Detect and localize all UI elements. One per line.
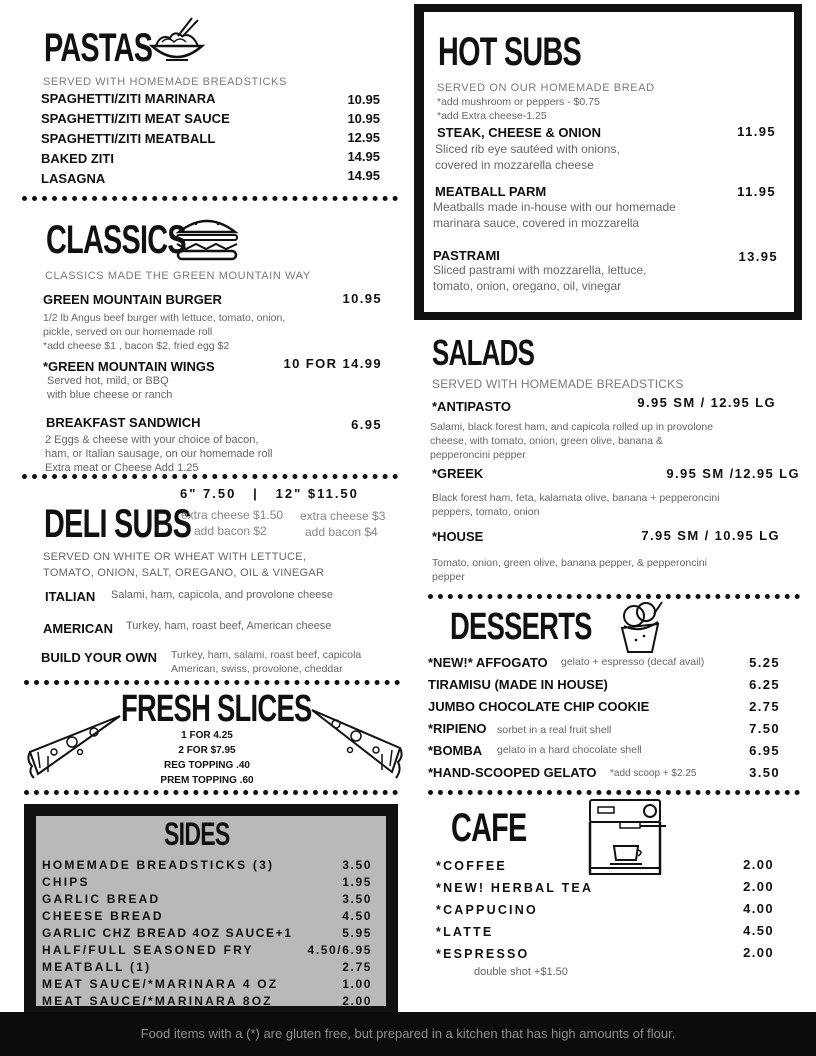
- cafe-item-price: 4.50: [743, 923, 774, 938]
- hot-subs-note: *add mushroom or peppers - $0.75: [437, 96, 600, 108]
- side-item-price: 3.50: [342, 892, 372, 906]
- hot-sub-name: MEATBALL PARM: [435, 184, 547, 199]
- salad-name: *ANTIPASTO: [432, 399, 511, 414]
- side-item-price: 2.00: [342, 994, 372, 1008]
- cafe-title: CAFE: [451, 806, 527, 850]
- pasta-item-price: 14.95: [347, 149, 380, 164]
- espresso-machine-icon: [586, 798, 670, 878]
- deli-item-name: AMERICAN: [43, 621, 114, 636]
- wings-price: 10 FOR 14.99: [283, 356, 382, 371]
- sides-inner: [36, 816, 386, 1006]
- pasta-item-price: 12.95: [347, 130, 380, 145]
- hot-sub-name: PASTRAMI: [433, 248, 500, 263]
- hot-sub-desc: covered in mozzarella cheese: [435, 158, 594, 172]
- burger-icon: [174, 214, 240, 262]
- dotted-divider: [428, 594, 800, 599]
- dessert-price: 5.25: [749, 655, 780, 670]
- deli-item-name: BUILD YOUR OWN: [41, 650, 158, 665]
- side-item-name: MEATBALL (1): [42, 960, 152, 974]
- hot-sub-desc: Sliced rib eye sautéed with onions,: [435, 142, 620, 156]
- cafe-item-price: 2.00: [743, 879, 774, 894]
- deli-extra-cheese-6: extra cheese $1.50: [181, 508, 284, 522]
- classics-subtitle: CLASSICS MADE THE GREEN MOUNTAIN WAY: [45, 270, 311, 282]
- pasta-item-name: SPAGHETTI/ZITI MEAT SAUCE: [41, 111, 230, 126]
- dessert-name: *BOMBA: [428, 743, 483, 758]
- deli-subtitle: TOMATO, ONION, SALT, OREGANO, OIL & VINEGAR: [43, 567, 325, 579]
- burger-desc: *add cheese $1 , bacon $2, fried egg $2: [43, 340, 230, 352]
- sides-title: SIDES: [164, 816, 230, 852]
- hot-subs-title: HOT SUBS: [438, 30, 582, 74]
- hot-sub-price: 13.95: [738, 249, 778, 264]
- slice-price-line: PREM TOPPING .60: [160, 775, 254, 786]
- hot-subs-subtitle: SERVED ON OUR HOMEMADE BREAD: [437, 82, 655, 94]
- slice-price-line: 2 FOR $7.95: [178, 745, 236, 756]
- side-item: [42, 943, 372, 957]
- pasta-item-price: 10.95: [347, 111, 380, 126]
- deli-item-desc: Turkey, ham, salami, roast beef, capicola: [171, 649, 362, 661]
- pasta-bowl-icon: [148, 16, 206, 66]
- dotted-divider: [22, 196, 398, 201]
- hot-sub-desc: marinara sauce, covered in mozzarella: [433, 216, 640, 230]
- side-item: [42, 858, 372, 872]
- pasta-item-name: LASAGNA: [41, 171, 106, 186]
- side-item: [42, 977, 372, 991]
- slice-price-line: REG TOPPING .40: [164, 760, 250, 771]
- dotted-divider: [22, 474, 398, 479]
- fresh-slices-title: FRESH SLICES: [121, 688, 312, 730]
- hot-sub-desc: Sliced pastrami with mozzarella, lettuce,: [433, 263, 647, 277]
- hot-subs-inner: [424, 12, 794, 312]
- deli-extra-cheese-12: extra cheese $3: [300, 509, 386, 523]
- burger-name: GREEN MOUNTAIN BURGER: [43, 292, 222, 307]
- wings-desc: with blue cheese or ranch: [47, 389, 173, 401]
- side-item-name: GARLIC CHZ BREAD 4OZ SAUCE+1: [42, 926, 293, 940]
- cafe-item-name: *NEW! HERBAL TEA: [436, 881, 594, 895]
- side-item: [42, 994, 372, 1008]
- side-item: [42, 960, 372, 974]
- salad-price: 7.95 SM / 10.95 LG: [641, 528, 780, 543]
- pasta-item-name: SPAGHETTI/ZITI MARINARA: [41, 91, 216, 106]
- burger-desc: pickle, served on our homemade roll: [43, 326, 213, 338]
- dessert-price: 6.95: [749, 743, 780, 758]
- burger-desc: 1/2 lb Angus beef burger with lettuce, tomato, onion,: [43, 312, 286, 324]
- dessert-desc: gelato + espresso (decaf avail): [561, 656, 705, 668]
- deli-size-prices: 6" 7.50 | 12" $11.50: [180, 486, 359, 501]
- side-item: [42, 926, 372, 940]
- pizza-slice-icon: [24, 712, 126, 782]
- side-item-name: CHEESE BREAD: [42, 909, 164, 923]
- salad-desc: Black forest ham, feta, kalamata olive, banana + pepperoncini: [432, 492, 720, 504]
- side-item-name: CHIPS: [42, 875, 90, 889]
- dessert-name: *HAND-SCOOPED GELATO: [428, 765, 597, 780]
- salad-desc: pepperoncini pepper: [430, 449, 526, 461]
- classics-title: CLASSICS: [46, 218, 186, 262]
- cafe-item-price: 2.00: [743, 857, 774, 872]
- hot-sub-desc: tomato, onion, oregano, oil, vinegar: [433, 279, 622, 293]
- pizza-slice-icon: [306, 706, 406, 782]
- cafe-item-price: 2.00: [743, 945, 774, 960]
- deli-extra-bacon-6: add bacon $2: [194, 524, 267, 538]
- deli-subtitle: SERVED ON WHITE OR WHEAT WITH LETTUCE,: [43, 551, 307, 563]
- salad-desc: Tomato, onion, green olive, banana pepper, & pepperoncini: [432, 557, 707, 569]
- deli-item-name: ITALIAN: [45, 589, 96, 604]
- sides-panel: [24, 804, 398, 1012]
- salad-desc: cheese, with tomato, onion, green olive, banana &: [430, 435, 663, 447]
- dessert-name: TIRAMISU (MADE IN HOUSE): [428, 677, 608, 692]
- dessert-desc: *add scoop + $2.25: [610, 768, 697, 779]
- hot-sub-name: STEAK, CHEESE & ONION: [437, 125, 601, 140]
- desserts-title: DESSERTS: [450, 606, 592, 648]
- side-item-price: 1.95: [342, 875, 372, 889]
- pastas-title: PASTAS: [44, 26, 153, 70]
- dessert-name: *RIPIENO: [428, 721, 487, 736]
- side-item-price: 5.95: [342, 926, 372, 940]
- dessert-desc: sorbet in a real fruit shell: [497, 724, 612, 736]
- cafe-item-name: *CAPPUCINO: [436, 903, 538, 917]
- salad-desc: peppers, tomato, onion: [432, 506, 540, 518]
- pastas-subtitle: SERVED WITH HOMEMADE BREADSTICKS: [43, 76, 287, 88]
- cafe-item-price: 4.00: [743, 901, 774, 916]
- deli-item-desc: Salami, ham, capicola, and provolone cheese: [111, 589, 333, 601]
- dessert-desc: gelato in a hard chocolate shell: [497, 744, 642, 756]
- slice-price-line: 1 FOR 4.25: [181, 730, 233, 741]
- wings-name: *GREEN MOUNTAIN WINGS: [43, 359, 215, 374]
- wings-desc: Served hot, mild, or BBQ: [47, 375, 169, 387]
- side-item-price: 4.50/6.95: [307, 943, 372, 957]
- deli-subs-title: DELI SUBS: [44, 502, 192, 546]
- cafe-item-name: *ESPRESSO: [436, 947, 530, 961]
- side-item-name: MEAT SAUCE/*MARINARA 8OZ: [42, 994, 273, 1008]
- dessert-price: 6.25: [749, 677, 780, 692]
- breakfast-name: BREAKFAST SANDWICH: [46, 415, 201, 430]
- dessert-name: *NEW!* AFFOGATO: [428, 655, 548, 670]
- breakfast-desc: 2 Eggs & cheese with your choice of bacon,: [45, 434, 259, 446]
- salad-desc: Salami, black forest ham, and capicola rolled up in provolone: [430, 421, 714, 433]
- salad-name: *HOUSE: [432, 529, 484, 544]
- dotted-divider: [24, 680, 400, 685]
- salads-title: SALADS: [432, 332, 535, 373]
- salad-name: *GREEK: [432, 466, 484, 481]
- side-item-price: 2.75: [342, 960, 372, 974]
- salad-price: 9.95 SM / 12.95 LG: [637, 395, 776, 410]
- pasta-item-price: 10.95: [347, 92, 380, 107]
- hot-subs-note: *add Extra cheese-1.25: [437, 110, 547, 122]
- cafe-note: double shot +$1.50: [474, 966, 568, 978]
- salads-subtitle: SERVED WITH HOMEMADE BREADSTICKS: [432, 377, 684, 391]
- dotted-divider: [24, 790, 398, 795]
- breakfast-price: 6.95: [351, 417, 382, 432]
- cafe-item-name: *LATTE: [436, 925, 494, 939]
- cafe-item-name: *COFFEE: [436, 859, 507, 873]
- pasta-item-name: SPAGHETTI/ZITI MEATBALL: [41, 131, 216, 146]
- side-item-name: HOMEMADE BREADSTICKS (3): [42, 858, 275, 872]
- side-item-name: MEAT SAUCE/*MARINARA 4 OZ: [42, 977, 279, 991]
- pasta-item-name: BAKED ZITI: [41, 151, 114, 166]
- breakfast-desc: Extra meat or Cheese Add 1.25: [45, 462, 199, 474]
- side-item-name: HALF/FULL SEASONED FRY: [42, 943, 254, 957]
- salad-desc: pepper: [432, 571, 465, 583]
- side-item-price: 3.50: [342, 858, 372, 872]
- side-item-price: 1.00: [342, 977, 372, 991]
- deli-item-desc: American, swiss, provolone, cheddar: [171, 663, 343, 675]
- ice-cream-icon: [618, 600, 664, 656]
- deli-extra-bacon-12: add bacon $4: [305, 525, 378, 539]
- deli-item-desc: Turkey, ham, roast beef, American cheese: [126, 620, 332, 632]
- dessert-price: 7.50: [749, 721, 780, 736]
- dessert-name: JUMBO CHOCOLATE CHIP COOKIE: [428, 699, 650, 714]
- hot-sub-price: 11.95: [737, 184, 776, 199]
- pasta-item-price: 14.95: [347, 168, 380, 183]
- dessert-price: 2.75: [749, 699, 780, 714]
- side-item: [42, 892, 372, 906]
- side-item-price: 4.50: [342, 909, 372, 923]
- dotted-divider: [428, 790, 800, 795]
- breakfast-desc: ham, or Italian sausage, on our homemade roll: [45, 448, 273, 460]
- side-item: [42, 909, 372, 923]
- hot-sub-price: 11.95: [737, 124, 776, 139]
- burger-price: 10.95: [342, 291, 382, 306]
- salad-price: 9.95 SM /12.95 LG: [666, 466, 800, 481]
- hot-subs-panel: [414, 4, 802, 320]
- dessert-price: 3.50: [749, 765, 780, 780]
- hot-sub-desc: Meatballs made in-house with our homemade: [433, 200, 676, 214]
- side-item: [42, 875, 372, 889]
- side-item-name: GARLIC BREAD: [42, 892, 161, 906]
- footer-disclaimer: Food items with a (*) are gluten free, but prepared in a kitchen that has high amounts of flour.: [0, 1012, 816, 1056]
